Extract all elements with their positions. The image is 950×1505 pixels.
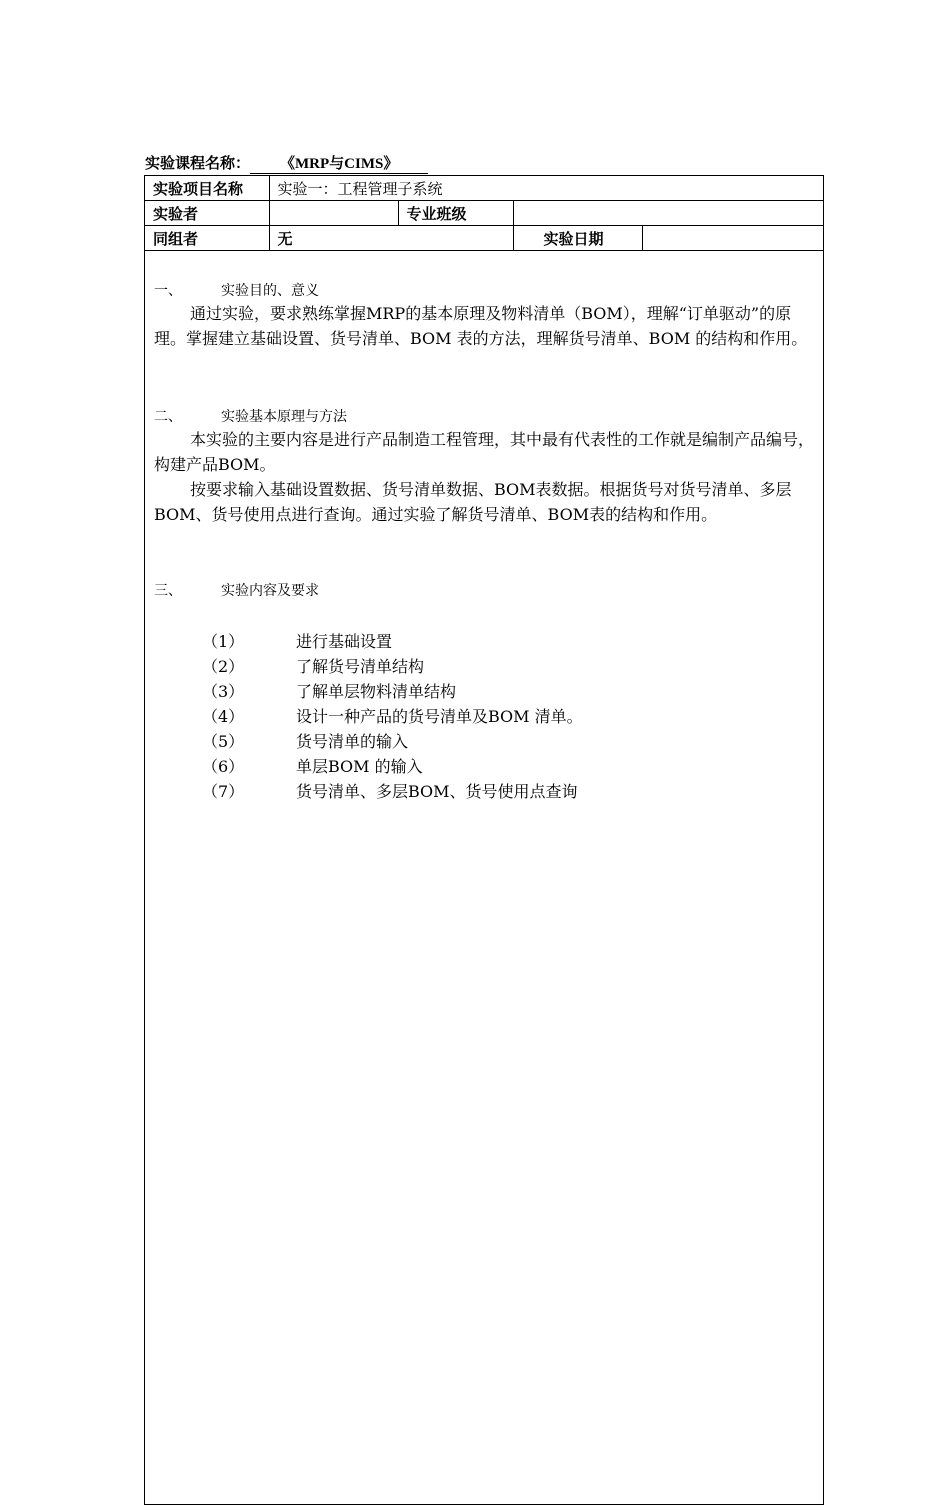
- course-label: 实验课程名称：: [145, 154, 251, 172]
- project-value: 实验一：工程管理子系统: [269, 176, 824, 201]
- group-value: 无: [269, 226, 513, 251]
- course-name: 《MRP与CIMS》: [250, 156, 428, 174]
- section-2-paragraph-2: 按要求输入基础设置数据、货号清单数据、BOM表数据。根据货号对货号清单、多层BOM、货号使用点进行查询。通过实验了解货号清单、BOM表的结构和作用。: [154, 480, 792, 524]
- info-table: [145, 176, 824, 251]
- section-2-title: [154, 407, 814, 427]
- list-item: （7） 货号清单、多层BOM、货号使用点查询: [202, 782, 578, 801]
- list-item: （2） 了解货号清单结构: [202, 657, 425, 676]
- list-item: （6） 单层BOM 的输入: [202, 757, 423, 776]
- course-title-line: [145, 152, 428, 174]
- info-row-experimenter: [145, 201, 824, 226]
- group-label: 同组者: [145, 226, 269, 251]
- section-1-paragraph: 通过实验，要求熟练掌握MRP的基本原理及物料清单（BOM），理解“订单驱动”的原理。掌握建立基础设置、货号清单、BOM 表的方法，理解货号清单、BOM 的结构和作用。: [154, 304, 808, 348]
- report-frame: [144, 175, 824, 1505]
- list-item: （3） 了解单层物料清单结构: [202, 682, 457, 701]
- info-row-project: [145, 176, 824, 201]
- info-row-group: [145, 226, 824, 251]
- requirements-list: [202, 629, 814, 804]
- project-label: 实验项目名称: [145, 176, 269, 201]
- section-3-title: [154, 581, 814, 601]
- section-1-title: [154, 281, 814, 301]
- date-label: 实验日期: [513, 226, 642, 251]
- section-2-heading: 实验基本原理与方法: [221, 409, 347, 425]
- section-2-paragraph-1: 本实验的主要内容是进行产品制造工程管理，其中最有代表性的工作就是编制产品编号，构建产品BOM。: [154, 430, 815, 474]
- section-1-num: 一、: [154, 283, 182, 299]
- list-item: （5） 货号清单的输入: [202, 732, 409, 751]
- section-1-heading: 实验目的、意义: [221, 283, 319, 299]
- section-3-heading: 实验内容及要求: [221, 583, 319, 599]
- list-item: （4） 设计一种产品的货号清单及BOM 清单。: [202, 707, 583, 726]
- date-value[interactable]: [642, 226, 824, 251]
- experimenter-label: 实验者: [145, 201, 269, 226]
- class-label: 专业班级: [398, 201, 513, 226]
- section-3-num: 三、: [154, 583, 182, 599]
- section-2-num: 二、: [154, 409, 182, 425]
- list-item: （1） 进行基础设置: [202, 632, 393, 651]
- report-content: [154, 281, 814, 804]
- experimenter-value[interactable]: [269, 201, 398, 226]
- class-value[interactable]: [513, 201, 824, 226]
